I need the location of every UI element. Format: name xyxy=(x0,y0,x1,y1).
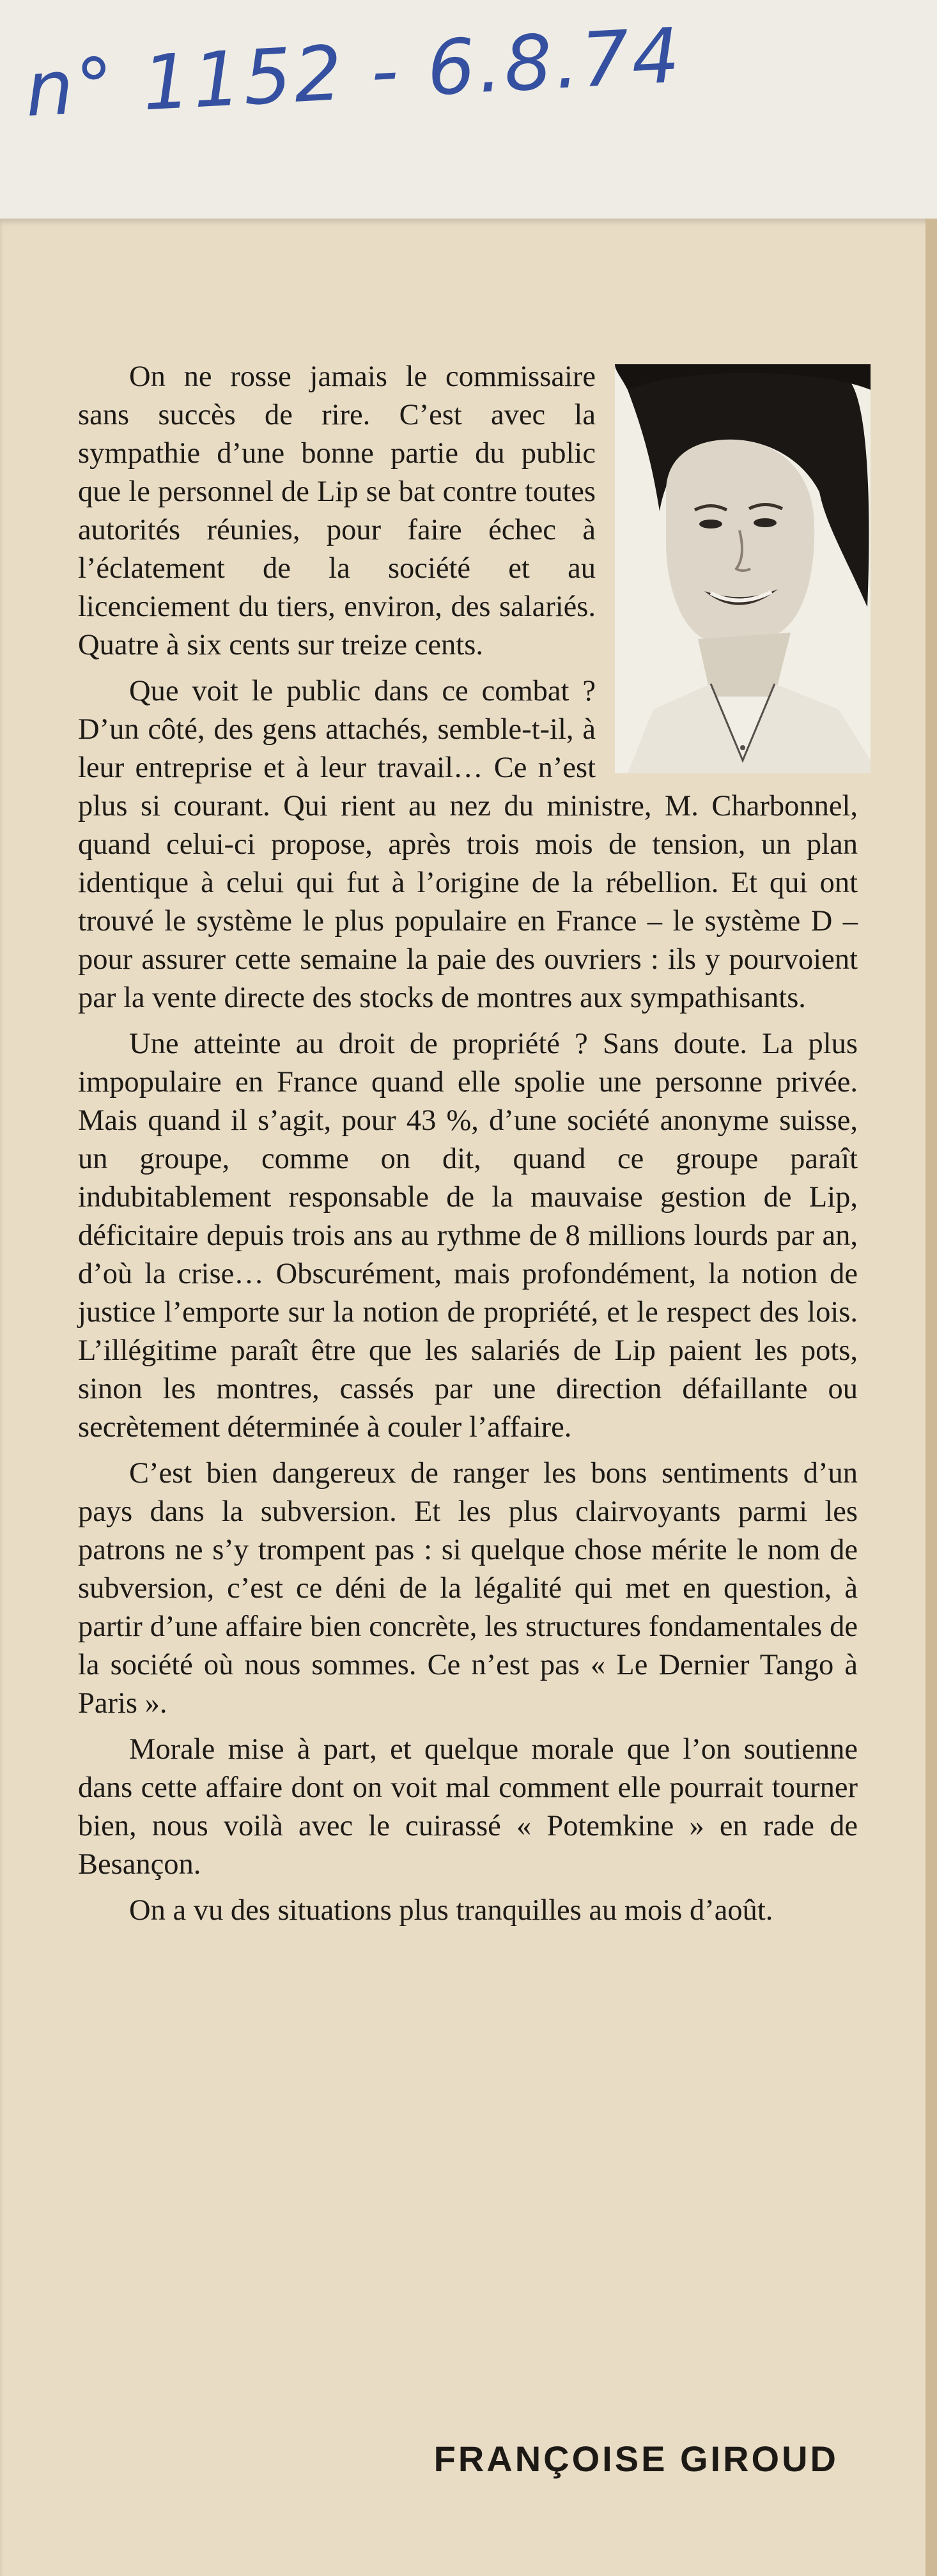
paragraph-5: Morale mise à part, et quelque morale que l’on soutienne dans cette affaire dont on voit mal comment elle pourrait tourner bien, nous voilà avec le cuirassé « Potemkine » en rade de Besançon. xyxy=(78,1733,858,1881)
paragraph-1: On ne rosse jamais le commissaire sans succès de rire. C’est avec la sympathie d’une bonne partie du public que le personnel de Lip se bat contre toutes autorités réunies, pour faire échec à l’éclatement de la société et au licenciement du tiers, environ, des salariés. Quatre à six cents sur treize cents. xyxy=(78,360,596,661)
paragraph-6: On a vu des situations plus tranquilles au mois d’août. xyxy=(129,1894,773,1927)
paragraph-4: C’est bien dangereux de ranger les bons sentiments d’un pays dans la subversion. Et les plus clairvoyants parmi les patrons ne s’y trompent pas : si quelque chose mérite le nom de subversion, c’est ce déni de la légalité qui met en question, à partir d’une affaire bien concrète, les structures fondamentales de la société où nous sommes. Ce n’est pas « Le Dernier Tango à Paris ». xyxy=(78,1457,858,1720)
author-signature: FRANÇOISE GIROUD xyxy=(433,2439,839,2479)
photo-spacer xyxy=(615,358,858,780)
clipping-edge xyxy=(925,219,937,2576)
header-strip xyxy=(0,0,937,220)
handwritten-annotation: n° 1152 - 6.8.74 xyxy=(23,11,685,134)
paragraph-3: Une atteinte au droit de propriété ? Sans doute. La plus impopulaire en France quand elle spolie une personne privée. Mais quand il s’agit, pour 43 %, d’une société anonyme suisse, un groupe, comme on dit, quand ce groupe paraît indubitablement responsable de la mauvaise gestion de Lip, déficitaire depuis trois ans au rythme de 8 millions lourds par an, d’où la crise… Obscurément, mais profondément, la notion de justice l’emporte sur la notion de propriété, et le respect des lois. L’illégitime paraît être que les salariés de Lip paient les pots, sinon les montres, cassés par une direction défaillante ou secrètement déterminée à couler l’affaire. xyxy=(78,1028,858,1444)
paragraph-2: Que voit le public dans ce combat ? D’un côté, des gens attachés, semble-t-il, à leur entreprise et à leur travail… Ce n’est plus si courant. Qui rient au nez du ministre, M. Charbonnel, quand celui-ci propose, après trois mois de tension, un plan identique à celui qui fut à l’origine de la rébellion. Et qui ont trouvé le système le plus populaire en France – le système D – pour assurer cette semaine la paie des ouvriers : ils y pourvoient par la vente directe des stocks de montres aux sympathisants. xyxy=(78,675,858,1014)
article-body xyxy=(78,358,858,1938)
